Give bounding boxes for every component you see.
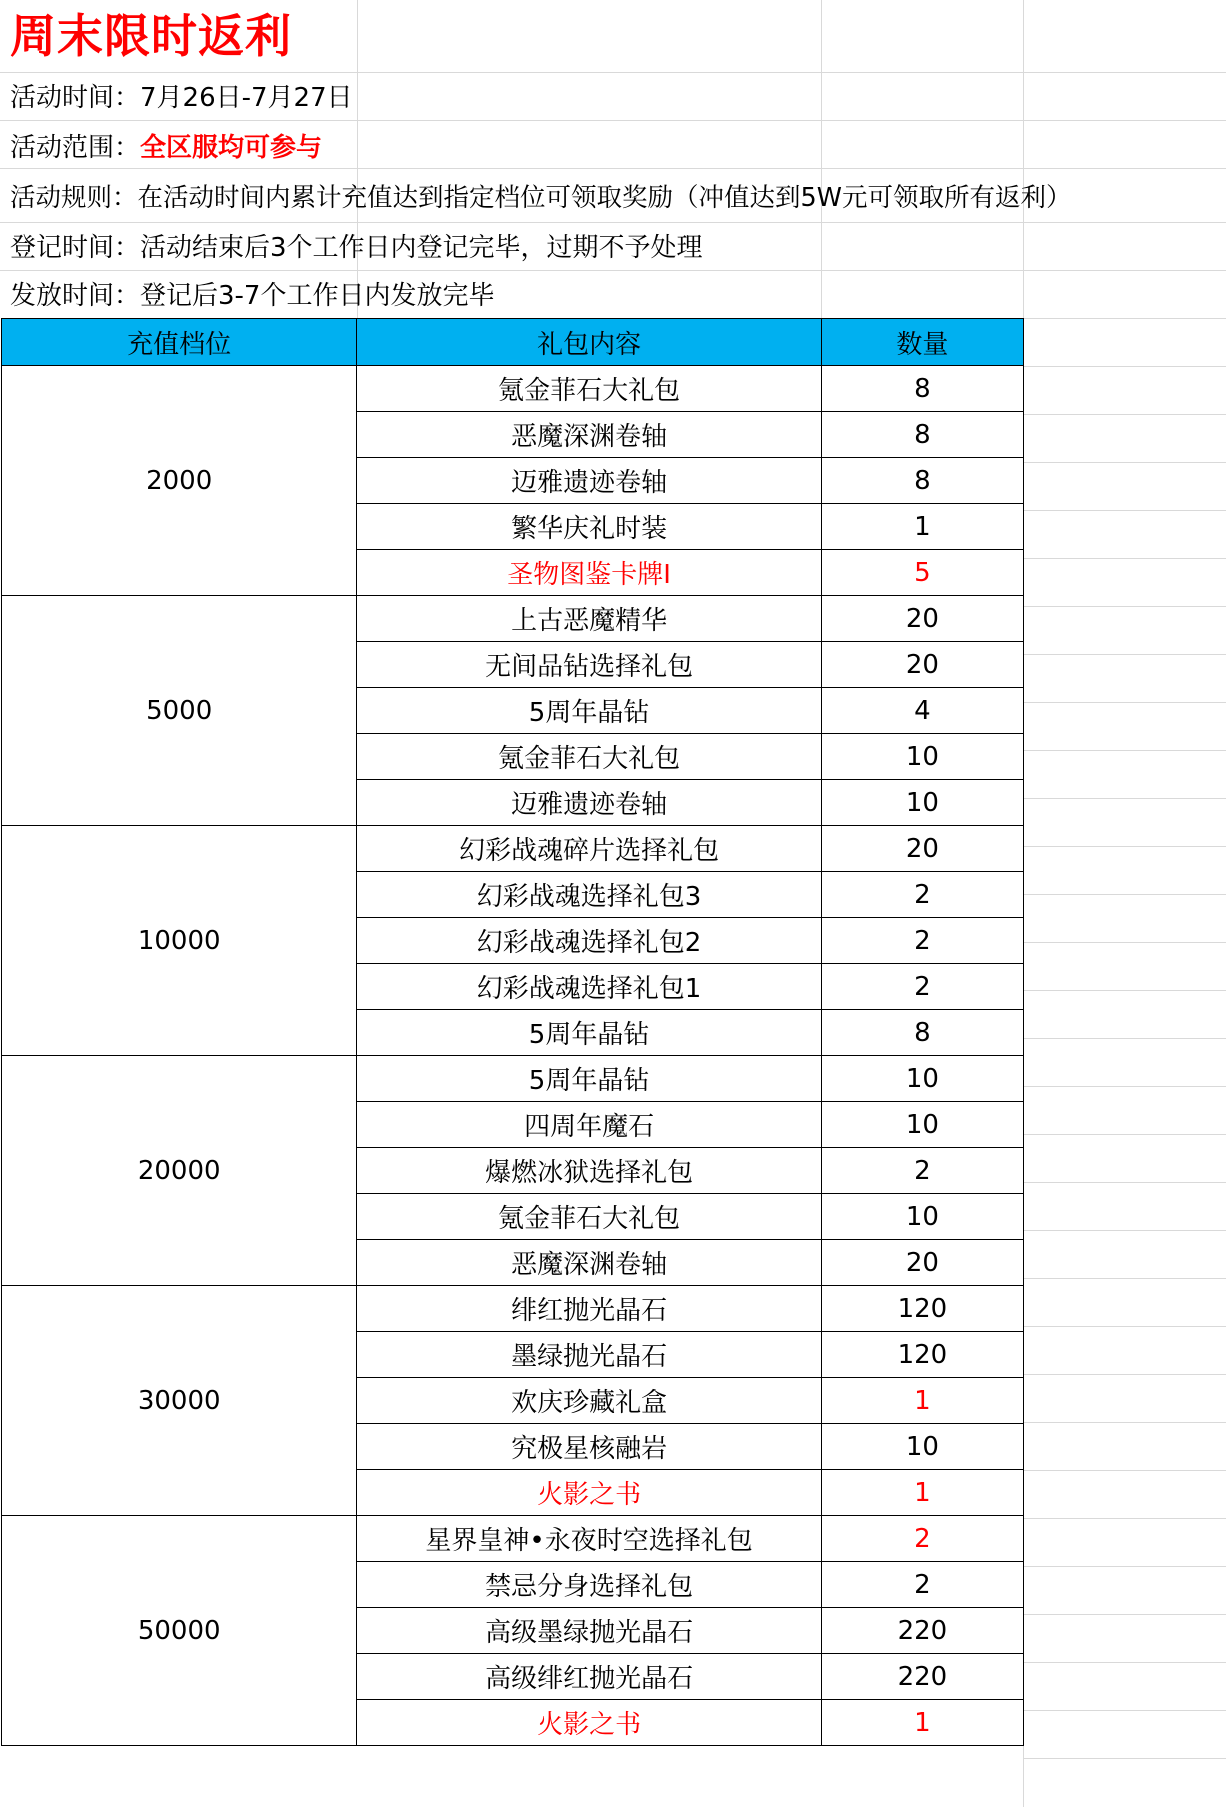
item-name-cell: 5周年晶钻 bbox=[357, 1010, 821, 1056]
grid-line bbox=[1023, 318, 1226, 319]
header-tier: 充值档位 bbox=[2, 319, 357, 366]
distribute-time: 发放时间：登记后3-7个工作日内发放完毕 bbox=[10, 281, 495, 311]
grid-line bbox=[1023, 1614, 1226, 1615]
item-qty-cell: 5 bbox=[821, 550, 1023, 596]
item-name-cell: 幻彩战魂选择礼包1 bbox=[357, 964, 821, 1010]
header-qty: 数量 bbox=[821, 319, 1023, 366]
item-name-cell: 迈雅遗迹卷轴 bbox=[357, 458, 821, 504]
item-name-cell: 火影之书 bbox=[357, 1470, 821, 1516]
item-name-cell: 圣物图鉴卡牌I bbox=[357, 550, 821, 596]
item-name-cell: 恶魔深渊卷轴 bbox=[357, 1240, 821, 1286]
item-qty-cell: 10 bbox=[821, 1194, 1023, 1240]
grid-line bbox=[1023, 1374, 1226, 1375]
item-name-cell: 繁华庆礼时装 bbox=[357, 504, 821, 550]
item-qty-cell: 2 bbox=[821, 1516, 1023, 1562]
item-qty-cell: 20 bbox=[821, 826, 1023, 872]
item-qty-cell: 20 bbox=[821, 642, 1023, 688]
grid-line bbox=[1023, 1038, 1226, 1039]
item-name-cell: 四周年魔石 bbox=[357, 1102, 821, 1148]
item-name-cell: 恶魔深渊卷轴 bbox=[357, 412, 821, 458]
tier-cell: 50000 bbox=[2, 1516, 357, 1746]
header-content: 礼包内容 bbox=[357, 319, 821, 366]
grid-line bbox=[1023, 366, 1226, 367]
item-name-cell: 5周年晶钻 bbox=[357, 688, 821, 734]
item-name-cell: 欢庆珍藏礼盒 bbox=[357, 1378, 821, 1424]
grid-line bbox=[1023, 1470, 1226, 1471]
item-name-cell: 绯红抛光晶石 bbox=[357, 1286, 821, 1332]
item-name-cell: 星界皇神•永夜时空选择礼包 bbox=[357, 1516, 821, 1562]
item-name-cell: 爆燃冰狱选择礼包 bbox=[357, 1148, 821, 1194]
grid-line bbox=[1023, 1518, 1226, 1519]
item-qty-cell: 20 bbox=[821, 1240, 1023, 1286]
grid-line bbox=[1023, 558, 1226, 559]
item-qty-cell: 1 bbox=[821, 1470, 1023, 1516]
grid-line bbox=[1023, 1230, 1226, 1231]
activity-scope-label: 活动范围： bbox=[10, 133, 141, 163]
grid-line bbox=[1023, 1710, 1226, 1711]
item-qty-cell: 10 bbox=[821, 1102, 1023, 1148]
grid-line bbox=[0, 72, 1226, 73]
item-qty-cell: 2 bbox=[821, 918, 1023, 964]
item-qty-cell: 10 bbox=[821, 1056, 1023, 1102]
item-qty-cell: 2 bbox=[821, 1562, 1023, 1608]
tier-cell: 2000 bbox=[2, 366, 357, 596]
activity-time: 活动时间：7月26日-7月27日 bbox=[10, 83, 353, 113]
item-name-cell: 氪金菲石大礼包 bbox=[357, 734, 821, 780]
item-name-cell: 火影之书 bbox=[357, 1700, 821, 1746]
grid-line bbox=[1023, 462, 1226, 463]
item-name-cell: 禁忌分身选择礼包 bbox=[357, 1562, 821, 1608]
item-qty-cell: 10 bbox=[821, 734, 1023, 780]
item-qty-cell: 8 bbox=[821, 1010, 1023, 1056]
item-name-cell: 幻彩战魂选择礼包3 bbox=[357, 872, 821, 918]
item-qty-cell: 220 bbox=[821, 1654, 1023, 1700]
item-name-cell: 氪金菲石大礼包 bbox=[357, 1194, 821, 1240]
item-qty-cell: 220 bbox=[821, 1608, 1023, 1654]
activity-scope-value: 全区服均可参与 bbox=[140, 133, 323, 163]
grid-line bbox=[1023, 798, 1226, 799]
grid-line bbox=[1023, 990, 1226, 991]
grid-line bbox=[0, 222, 1226, 223]
item-name-cell: 氪金菲石大礼包 bbox=[357, 366, 821, 412]
tier-cell: 5000 bbox=[2, 596, 357, 826]
item-qty-cell: 120 bbox=[821, 1286, 1023, 1332]
item-qty-cell: 2 bbox=[821, 964, 1023, 1010]
tier-cell: 20000 bbox=[2, 1056, 357, 1286]
item-qty-cell: 2 bbox=[821, 872, 1023, 918]
grid-line bbox=[1023, 1758, 1226, 1759]
grid-line bbox=[1023, 1422, 1226, 1423]
item-qty-cell: 1 bbox=[821, 1378, 1023, 1424]
item-qty-cell: 10 bbox=[821, 780, 1023, 826]
grid-line bbox=[1023, 846, 1226, 847]
item-name-cell: 究极星核融岩 bbox=[357, 1424, 821, 1470]
register-time: 登记时间：活动结束后3个工作日内登记完毕，过期不予处理 bbox=[10, 233, 703, 263]
item-qty-cell: 1 bbox=[821, 504, 1023, 550]
grid-line bbox=[1023, 1566, 1226, 1567]
item-qty-cell: 4 bbox=[821, 688, 1023, 734]
grid-line bbox=[1023, 1182, 1226, 1183]
item-qty-cell: 10 bbox=[821, 1424, 1023, 1470]
grid-line bbox=[1023, 894, 1226, 895]
grid-line bbox=[1023, 750, 1226, 751]
item-qty-cell: 8 bbox=[821, 366, 1023, 412]
item-name-cell: 无间品钻选择礼包 bbox=[357, 642, 821, 688]
rebate-table bbox=[1, 318, 1024, 1746]
grid-line bbox=[1023, 1134, 1226, 1135]
item-name-cell: 5周年晶钻 bbox=[357, 1056, 821, 1102]
item-qty-cell: 8 bbox=[821, 458, 1023, 504]
item-qty-cell: 2 bbox=[821, 1148, 1023, 1194]
grid-line bbox=[1023, 1326, 1226, 1327]
table-body bbox=[2, 366, 1024, 1746]
table-header-row bbox=[2, 319, 1024, 366]
item-name-cell: 幻彩战魂碎片选择礼包 bbox=[357, 826, 821, 872]
item-name-cell: 墨绿抛光晶石 bbox=[357, 1332, 821, 1378]
page-title: 周末限时返利 bbox=[10, 9, 292, 63]
grid-line bbox=[1023, 654, 1226, 655]
item-qty-cell: 20 bbox=[821, 596, 1023, 642]
item-name-cell: 迈雅遗迹卷轴 bbox=[357, 780, 821, 826]
grid-line bbox=[1023, 942, 1226, 943]
grid-line bbox=[1023, 510, 1226, 511]
tier-cell: 10000 bbox=[2, 826, 357, 1056]
item-name-cell: 上古恶魔精华 bbox=[357, 596, 821, 642]
table-row bbox=[2, 1516, 1024, 1562]
table-row bbox=[2, 1056, 1024, 1102]
grid-line bbox=[1023, 702, 1226, 703]
table-row bbox=[2, 826, 1024, 872]
item-qty-cell: 1 bbox=[821, 1700, 1023, 1746]
item-name-cell: 幻彩战魂选择礼包2 bbox=[357, 918, 821, 964]
table-row bbox=[2, 596, 1024, 642]
tier-cell: 30000 bbox=[2, 1286, 357, 1516]
item-qty-cell: 8 bbox=[821, 412, 1023, 458]
grid-line bbox=[1023, 606, 1226, 607]
table-row bbox=[2, 1286, 1024, 1332]
item-qty-cell: 120 bbox=[821, 1332, 1023, 1378]
activity-rules: 活动规则：在活动时间内累计充值达到指定档位可领取奖励（冲值达到5W元可领取所有返利） bbox=[10, 183, 1072, 213]
activity-scope bbox=[10, 124, 322, 172]
item-name-cell: 高级墨绿抛光晶石 bbox=[357, 1608, 821, 1654]
table-row bbox=[2, 366, 1024, 412]
grid-line bbox=[1023, 1086, 1226, 1087]
grid-line bbox=[1023, 414, 1226, 415]
grid-line bbox=[1023, 1278, 1226, 1279]
grid-line bbox=[1023, 1662, 1226, 1663]
item-name-cell: 高级绯红抛光晶石 bbox=[357, 1654, 821, 1700]
